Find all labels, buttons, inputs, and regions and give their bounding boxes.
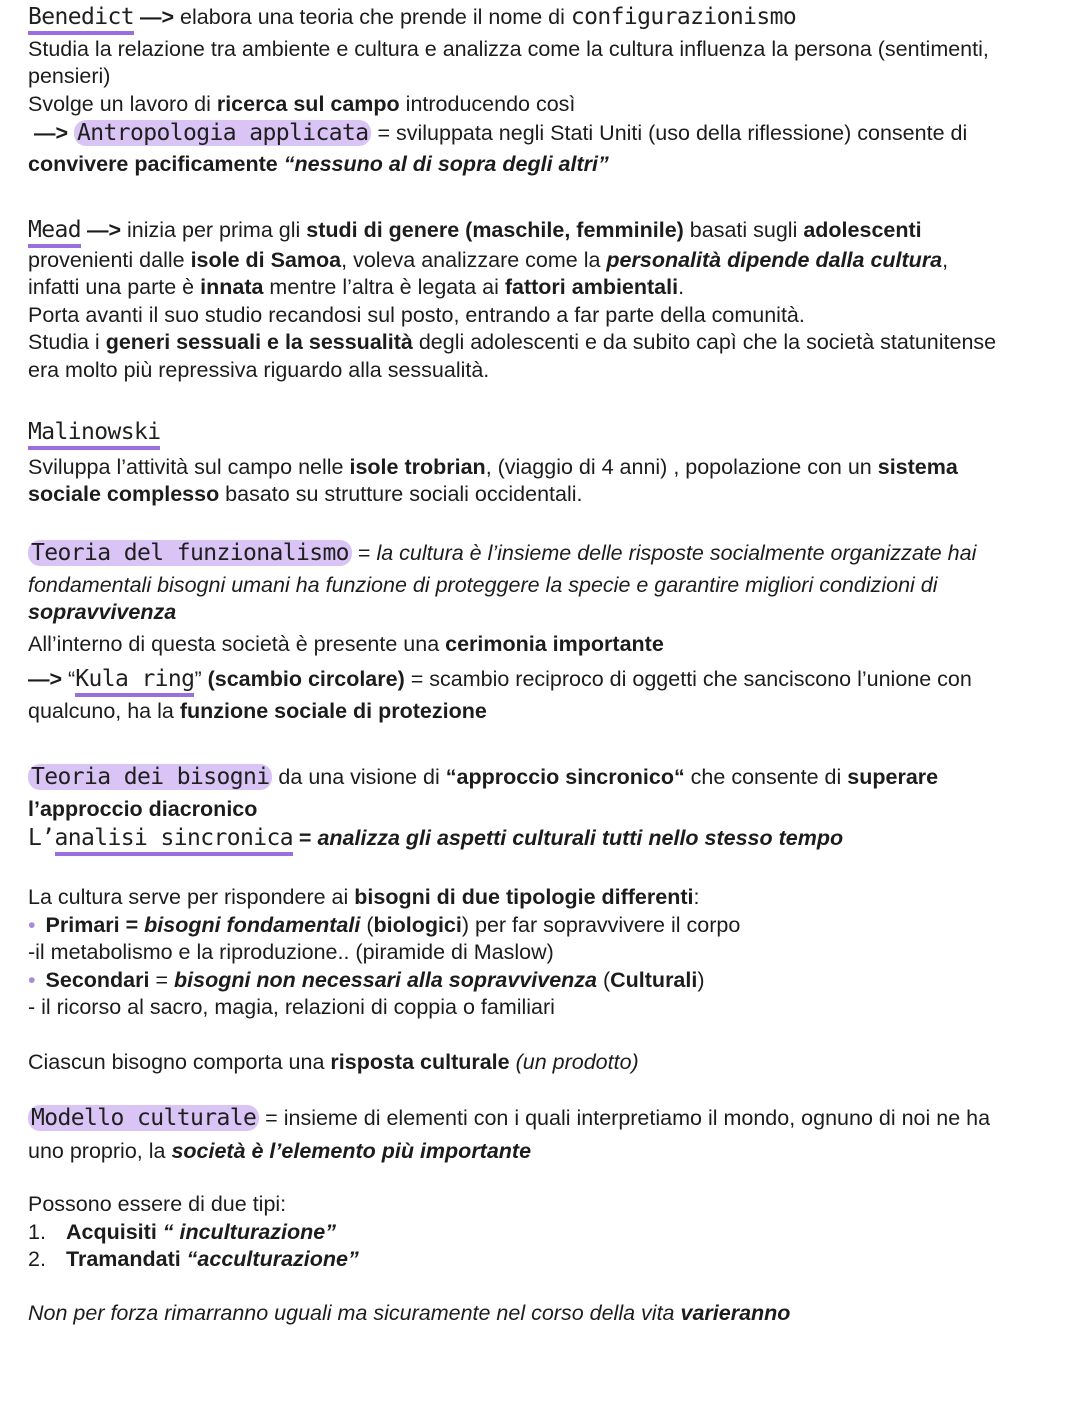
analisi-sincronica-term: analisi sincronica: [55, 825, 293, 856]
mead-line-1: Mead —> inizia per prima gli studi di genere (maschile, femminile) basati sugli adolescenti: [28, 217, 1058, 245]
mead-line-4: Porta avanti il suo studio recandosi sul posto, entrando a far parte della comunità.: [28, 302, 805, 327]
modello-line-1: Modello culturale = insieme di elementi con i quali interpretiamo il mondo, ognuno di noi ne ha: [28, 1105, 1058, 1133]
list-item-tramandati: 2. Tramandati “acculturazione”: [28, 1247, 359, 1271]
antropologia-applicata-term: Antropologia applicata: [74, 120, 371, 146]
kula-ring-line: —> “Kula ring” (scambio circolare) = scambio reciproco di oggetti che sanciscono l’unione con: [28, 666, 1058, 694]
modello-line-4: Non per forza rimarranno uguali ma sicuramente nel corso della vita varieranno: [28, 1300, 791, 1325]
bisogni-line-2: l’approccio diacronico: [28, 796, 258, 821]
benedict-section: [28, 4, 1058, 178]
mead-line-5: Studia i generi sessuali e la sessualità degli adolescenti e da subito capì che la società statunitense: [28, 330, 997, 354]
funzionalismo-line-2: fondamentali bisogni umani ha funzione di proteggere la specie e garantire migliori condizioni di: [28, 572, 938, 597]
benedict-heading: Benedict: [28, 4, 134, 35]
benedict-line-1: Benedict —> elabora una teoria che prende il nome di configurazionismo: [28, 4, 1058, 32]
mead-line-3: infatti una parte è innata mentre l’altra è legata ai fattori ambientali.: [28, 275, 685, 299]
benedict-line-4: —> Antropologia applicata = sviluppata negli Stati Uniti (uso della riflessione) consente di: [33, 120, 968, 146]
benedict-line-5: convivere pacificamente “nessuno al di sopra degli altri”: [28, 151, 609, 176]
mead-line-6: era molto più repressiva riguardo alla sessualità.: [28, 357, 490, 382]
primari-detail: -il metabolismo e la riproduzione.. (piramide di Maslow): [28, 940, 554, 964]
funzionalismo-line-4: All’interno di questa società è presente una cerimonia importante: [28, 631, 664, 656]
list-item-primari: • Primari = bisogni fondamentali (biologici) per far sopravvivere il corpo: [28, 912, 741, 937]
bisogni-line-1: Teoria dei bisogni da una visione di “approccio sincronico“ che consente di superare: [28, 764, 1058, 792]
analisi-sincronica-line: L’analisi sincronica = analizza gli aspetti culturali tutti nello stesso tempo: [28, 825, 1058, 853]
modello-section: [28, 1105, 1058, 1327]
secondari-detail: - il ricorso al sacro, magia, relazioni di coppia o familiari: [28, 995, 555, 1019]
malinowski-line-2: Sviluppa l’attività sul campo nelle isole trobrian, (viaggio di 4 anni) , popolazione con un sistema: [28, 454, 958, 479]
cultura-line-1: La cultura serve per rispondere ai bisogni di due tipologie differenti:: [28, 885, 700, 909]
benedict-line-2: Studia la relazione tra ambiente e cultura e analizza come la cultura influenza la persona (sentimenti, pensieri): [28, 36, 989, 88]
funzionalismo-line-3: sopravvivenza: [28, 600, 177, 624]
bisogni-section: [28, 764, 1058, 853]
modello-line-3: Possono essere di due tipi:: [28, 1192, 287, 1216]
arrow-icon: —>: [139, 5, 175, 29]
malinowski-section: [28, 419, 1058, 509]
bullet-icon: •: [28, 912, 36, 937]
malinowski-line-3: sociale complesso basato su strutture sociali occidentali.: [28, 482, 583, 506]
funzionalismo-section: [28, 540, 1058, 725]
list-item-secondari: • Secondari = bisogni non necessari alla sopravvivenza (Culturali): [28, 967, 705, 992]
modello-culturale-term: Modello culturale: [28, 1105, 259, 1131]
benedict-line-3: Svolge un lavoro di ricerca sul campo introducendo così: [28, 91, 576, 116]
arrow-icon: —>: [28, 667, 63, 691]
arrow-icon: —>: [33, 121, 69, 145]
configurazionismo-term: configurazionismo: [570, 4, 797, 30]
list-item-acquisiti: 1. Acquisiti “ inculturazione”: [28, 1219, 336, 1244]
cultura-section: [28, 884, 1058, 1076]
kula-ring-term: Kula ring: [75, 666, 194, 697]
cultura-line-2: Ciascun bisogno comporta una risposta culturale (un prodotto): [28, 1049, 639, 1074]
malinowski-line-1: [28, 419, 1058, 447]
malinowski-heading: Malinowski: [28, 419, 160, 450]
arrow-icon: —>: [86, 218, 122, 242]
mead-section: [28, 217, 1058, 384]
funzionalismo-line-1: Teoria del funzionalismo = la cultura è l’insieme delle risposte socialmente organizzate hai: [28, 540, 1058, 568]
modello-line-2: uno proprio, la società è l’elemento più importante: [28, 1138, 532, 1163]
funzionalismo-term: Teoria del funzionalismo: [28, 540, 352, 566]
mead-line-2: provenienti dalle isole di Samoa, voleva analizzare come la personalità dipende dalla cultura,: [28, 247, 949, 272]
teoria-bisogni-term: Teoria dei bisogni: [28, 764, 272, 790]
funzionalismo-line-6: qualcuno, ha la funzione sociale di protezione: [28, 698, 487, 723]
bullet-icon: •: [28, 967, 36, 992]
mead-heading: Mead: [28, 217, 81, 248]
